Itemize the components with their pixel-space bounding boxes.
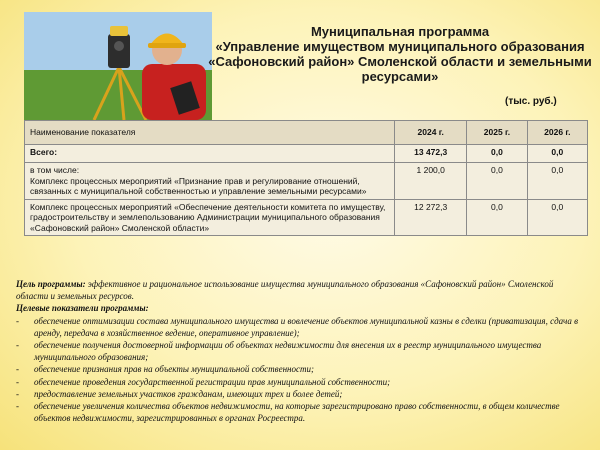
value-2026: 0,0 xyxy=(527,199,587,236)
value-2024: 12 272,3 xyxy=(395,199,467,236)
goal-paragraph xyxy=(16,278,586,302)
column-header-indicator: Наименование показателя xyxy=(25,121,395,145)
list-item xyxy=(16,376,586,388)
target-text: обеспечение получения достоверной информации об объектах недвижимости для внесения их в реестр муниципального имущества муниципального образования; xyxy=(34,340,542,363)
table-row xyxy=(25,199,588,236)
row-label xyxy=(25,163,395,200)
surveyor-photo xyxy=(24,12,212,120)
program-goals xyxy=(16,278,586,424)
list-item xyxy=(16,315,586,339)
list-item xyxy=(16,339,586,363)
goal-label: Цель программы: xyxy=(16,279,86,289)
goal-text: эффективное и рациональное использование имущества муниципального образования «Сафоновский район» Смоленской области и земельных ресурсов. xyxy=(16,279,554,302)
targets-label: Целевые показатели программы: xyxy=(16,303,149,314)
bullet-dash: - xyxy=(16,388,19,399)
row-label-line: Комплекс процессных мероприятий «Признание прав и регулирование отношений, связанных с муниципальной собственностью и управление земельными ресурсами» xyxy=(30,175,367,196)
table-row-total xyxy=(25,145,588,163)
bullet-dash: - xyxy=(16,401,19,412)
title-line: «Сафоновский район» Смоленской области и земельными xyxy=(208,54,592,69)
page-title xyxy=(205,24,595,84)
bullet-dash: - xyxy=(16,315,19,326)
column-header-2025: 2025 г. xyxy=(467,121,527,145)
bullet-dash: - xyxy=(16,364,19,375)
target-text: предоставление земельных участков гражданам, имеющих трех и более детей; xyxy=(34,388,343,399)
target-text: обеспечение увеличения количества объектов недвижимости, на которые зарегистрировано право собственности, в общем количестве объектов недвижимости, зарегистрированных в органах Росреестра. xyxy=(34,401,560,424)
list-item xyxy=(16,400,586,424)
value-2024: 13 472,3 xyxy=(395,145,467,163)
target-text: обеспечение признания прав на объекты муниципальной собственности; xyxy=(34,364,314,375)
column-header-2026: 2026 г. xyxy=(527,121,587,145)
list-item xyxy=(16,363,586,375)
table-row xyxy=(25,163,588,200)
surveyor-illustration xyxy=(24,12,212,120)
bullet-dash: - xyxy=(16,376,19,387)
target-text: обеспечение оптимизации состава муниципального имущества и вовлечение объектов муниципальной казны в сделки (приватизация, сдача в аренду, передача в хозяйственное ведение, оперативное управление); xyxy=(34,315,578,338)
title-line: «Управление имуществом муниципального образования xyxy=(215,39,585,54)
value-2026: 0,0 xyxy=(527,145,587,163)
value-2025: 0,0 xyxy=(467,163,527,200)
target-text: обеспечение проведения государственной регистрации прав муниципальной собственности; xyxy=(34,376,391,387)
value-2026: 0,0 xyxy=(527,163,587,200)
budget-table xyxy=(24,120,588,236)
row-label: Комплекс процессных мероприятий «Обеспечение деятельности комитета по имуществу, градостроительству и землепользованию Администрации муниципального образования «Сафоновский район» Смоленской области» xyxy=(25,199,395,236)
value-2024: 1 200,0 xyxy=(395,163,467,200)
bullet-dash: - xyxy=(16,340,19,351)
title-line: ресурсами» xyxy=(361,69,439,84)
table-header-row xyxy=(25,121,588,145)
targets-list xyxy=(16,315,586,425)
value-2025: 0,0 xyxy=(467,145,527,163)
column-header-2024: 2024 г. xyxy=(395,121,467,145)
list-item xyxy=(16,388,586,400)
value-2025: 0,0 xyxy=(467,199,527,236)
units-label: (тыс. руб.) xyxy=(505,96,557,107)
title-line: Муниципальная программа xyxy=(310,24,490,39)
row-label: Всего: xyxy=(25,145,395,163)
row-label-line: в том числе: xyxy=(30,165,80,175)
